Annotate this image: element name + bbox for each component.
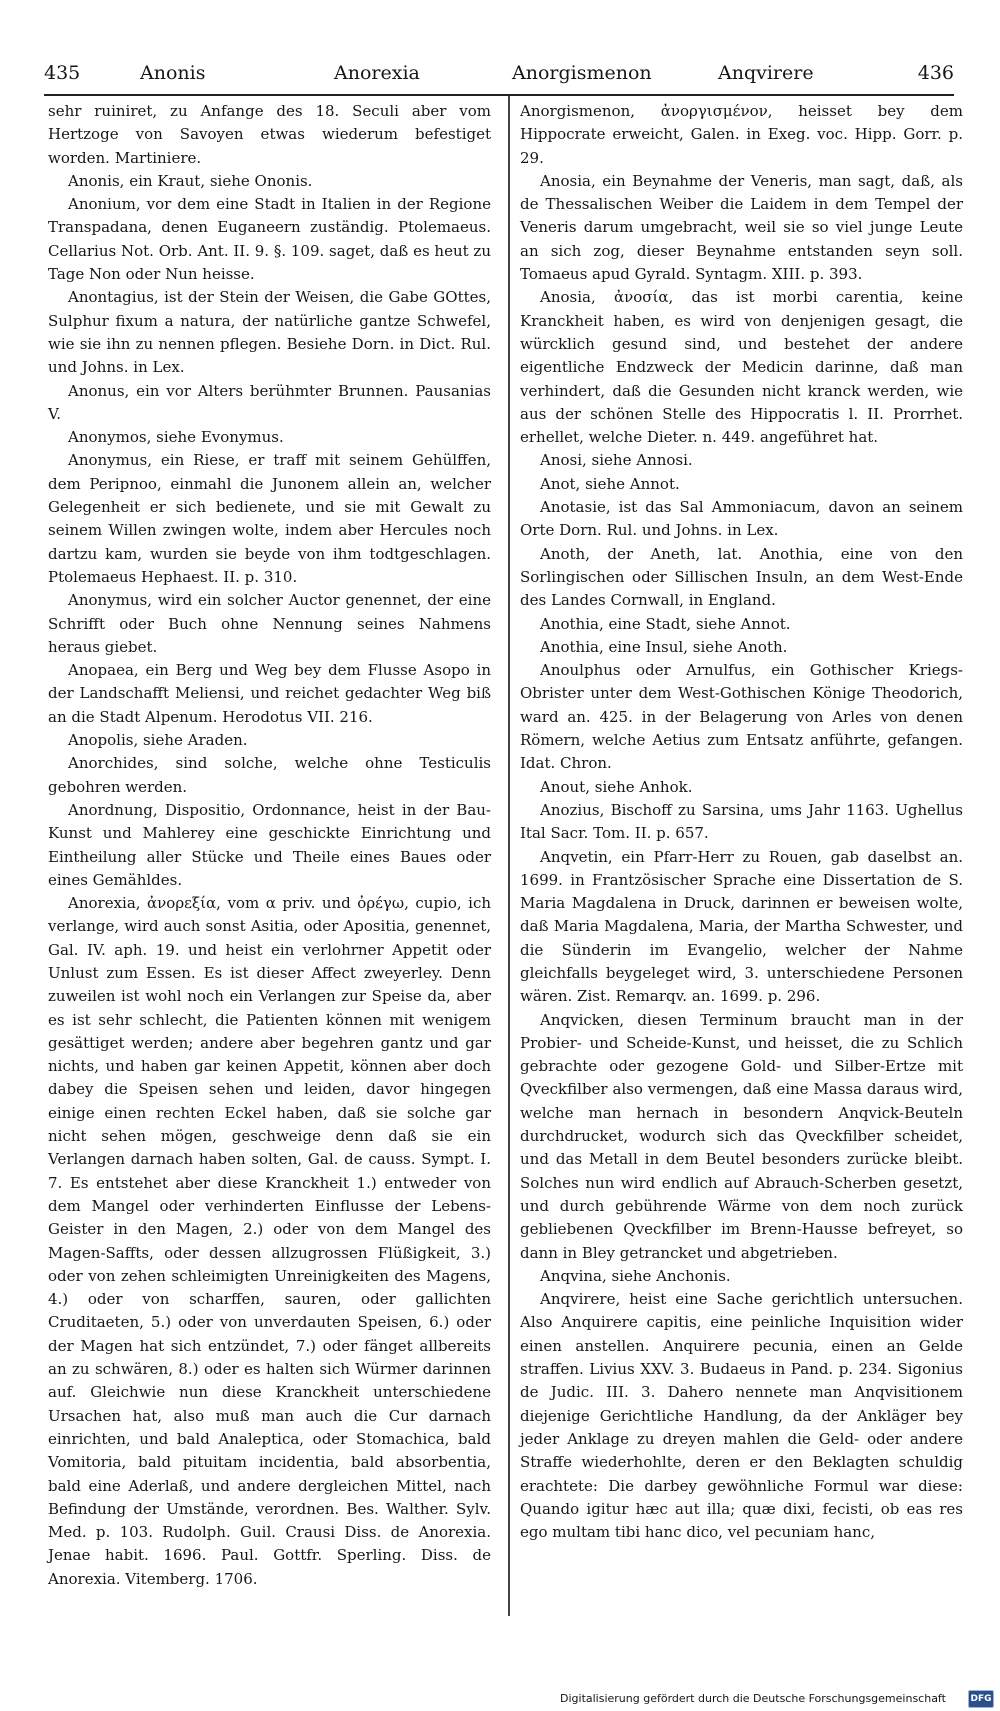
dictionary-entry: Anorgismenon, ἀνοργισμένον, heisset bey dem Hippocrate erweicht, Galen. in Exeg. voc. Hipp. Gorr. p. 29. [520,102,963,167]
running-head-left-2: Anorexia [334,62,420,84]
dictionary-entry: Anotasie, ist das Sal Ammoniacum, davon an seinem Orte Dorn. Rul. und Johns. in Lex. [520,498,963,540]
dictionary-entry: Anorchides, sind solche, welche ohne Testiculis gebohren werden. [48,754,491,796]
dictionary-entry: Anosia, ein Beynahme der Veneris, man sagt, daß, als de Thessalischen Weiber die Laidem in dem Tempel der Veneris darum umgebracht, weil sie so viel junge Leute an sich zog, dieser Beynahme entstanden seyn soll. Tomaeus apud Gyrald. Syntagm. XIII. p. 393. [520,171,963,284]
dictionary-entry: Anordnung, Dispositio, Ordonnance, heist in der Bau-Kunst und Mahlerey eine geschickte Einrichtung und Eintheilung aller Stücke und Theile eines Baues oder eines Gemähldes. [48,800,491,889]
page-number-right: 436 [917,62,954,84]
running-head-left-1: Anonis [140,62,206,84]
dictionary-entry: Anqvina, siehe Anchonis. [540,1266,731,1285]
dictionary-entry: Anosia, ἀνοσία, das ist morbi carentia, keine Kranckheit haben, es wird von denjenigen gesagt, die würcklich gesund sind, und bestehet der andere eigentliche Endzweck der Medicin darinne, daß man verhindert, daß die Gesunden nicht kranck werden, wie aus der schönen Stelle des Hippocratis l. II. Prorrhet. erhellet, welche Dieter. n. 449. angeführet hat. [520,288,963,447]
left-column [48,100,491,1591]
right-column [520,100,963,1544]
dictionary-entry: Anothia, eine Insul, siehe Anoth. [540,637,788,656]
dictionary-entry: Anqvicken, diesen Terminum braucht man in der Probier- und Scheide-Kunst, und heisset, die zu Schlich gebrachte oder gezogene Gold- und Silber-Ertze mit Qveckfilber also vermengen, daß eine Massa daraus wird, welche man hernach in besondern Anqvick-Beuteln durchdrucket, wodurch sich das Qveckfilber scheidet, und das Metall in dem Beutel besonders zurücke bleibt. Solches nun wird endlich auf Abrauch-Scherben gesetzt, und durch gebührende Wärme von dem noch zurück gebliebenen Qveckfilber im Brenn-Hausse befreyet, so dann in Bley getrancket und abgetrieben. [520,1010,963,1262]
dictionary-entry: Anqvirere, heist eine Sache gerichtlich untersuchen. Also Anquirere capitis, eine peinliche Inquisition wider einen anstellen. Anquirere pecunia, einen an Gelde straffen. Livius XXV. 3. Budaeus in Pand. p. 234. Sigonius de Judic. III. 3. Dahero nennete man Anqvisitionem diejenige Gerichtliche Handlung, da der Ankläger bey jeder Anklage zu dreyen mahlen die Geld- oder andere Straffe wiederhohlte, deren er den Beklagten schuldig erachtete: Die darbey gewöhnliche Formul war diese: Quando igitur hæc aut illa; quæ dixi, fecisti, ob eas res ego multam tibi hanc dico, vel pecuniam hanc, [520,1290,963,1542]
dictionary-entry: Anothia, eine Stadt, siehe Annot. [540,614,791,633]
dfg-logo: DFG [968,1690,994,1708]
running-head-right-2: Anqvirere [718,62,814,84]
dictionary-entry: Anonus, ein vor Alters berühmter Brunnen. Pausanias V. [48,381,491,423]
dictionary-entry: Anot, siehe Annot. [540,474,680,493]
running-header [44,54,954,96]
dictionary-entry: Anoth, der Aneth, lat. Anothia, eine von den Sorlingischen oder Sillischen Insuln, an dem West-Ende des Landes Cornwall, in England. [520,544,963,610]
dictionary-entry: Anontagius, ist der Stein der Weisen, die Gabe GOttes, Sulphur fixum a natura, der natürliche gantze Schwefel, wie sie ihn zu nennen pflegen. Besiehe Dorn. in Dict. Rul. und Johns. in Lex. [48,288,491,377]
dictionary-entry: Anonymus, wird ein solcher Auctor genennet, der eine Schrifft oder Buch ohne Nennung seines Nahmens heraus giebet. [48,591,491,656]
dictionary-entry: Anonis, ein Kraut, siehe Ononis. [68,171,313,190]
running-head-right-1: Anorgismenon [512,62,652,84]
dictionary-entry: Anonium, vor dem eine Stadt in Italien in der Regione Transpadana, denen Euganeern zuständig. Ptolemaeus. Cellarius Not. Orb. Ant. II. 9. §. 109. saget, daß es heut zu Tage Non oder Nun heisse. [48,195,491,284]
dictionary-entry: Anopaea, ein Berg und Weg bey dem Flusse Asopo in der Landschafft Meliensi, und reichet gedachter Weg biß an die Stadt Alpenum. Herodotus VII. 216. [48,661,491,726]
dictionary-entry: Anozius, Bischoff zu Sarsina, ums Jahr 1163. Ughellus Ital Sacr. Tom. II. p. 657. [520,800,963,843]
footer [560,1688,1000,1710]
dictionary-entry: Anonymos, siehe Evonymus. [68,428,284,447]
dictionary-entry: Anoulphus oder Arnulfus, ein Gothischer Kriegs-Obrister unter dem West-Gothischen Könige Theodorich, ward an. 425. in der Belagerung von Arles von denen Römern, welche Aetius zum Entsatz anführte, gefangen. Idat. Chron. [520,661,963,773]
dictionary-entry: sehr ruiniret, zu Anfange des 18. Seculi aber vom Hertzoge von Savoyen etwas wiederum befestiget worden. Martiniere. [48,102,491,167]
page-number-left: 435 [44,62,81,84]
dictionary-entry: Anorexia, ἀνορεξία, vom α priv. und ὀρέγω, cupio, ich verlange, wird auch sonst Asitia, oder Apositia, genennet, Gal. IV. aph. 19. und heist ein verlohrner Appetit oder Unlust zum Essen. Es ist dieser Affect zweyerley. Denn zuweilen ist wohl noch ein Verlangen zur Speise da, aber es ist sehr schlecht, die Patienten können mit wenigem gesättiget werden; andere aber begehren gantz und gar nichts, und haben gar keinen Appetit, können aber doch dabey die Speisen sehen und leiden, davor hingegen einige einen rechten Eckel haben, daß sie solche gar nicht sehen mögen, geschweige denn daß sie ein Verlangen darnach haben solten, Gal. de causs. Sympt. I. 7. Es entstehet aber diese Kranckheit 1.) entweder von dem Mangel oder verhinderten Einflusse der Lebens-Geister in den Magen, 2.) oder von dem Mangel des Magen-Saffts, oder dessen allzugrossen Flüßigkeit, 3.) oder von zehen schleimigten Unreinigkeiten des Magens, 4.) oder von scharffen, sauren, oder gallichten Cruditaeten, 5.) oder von unverdauten Speisen, 6.) oder der Magen hat sich entzündet, 7.) oder fänget allbereits an zu schwären, 8.) oder es halten sich Würmer darinnen auf. Gleichwie nun diese Kranckheit unterschiedene Ursachen hat, also muß man auch die Cur darnach einrichten, und bald Analeptica, oder Stomachica, bald Vomitoria, bald pituitam incidentia, bald absorbentia, bald eine Aderlaß, und andere dergleichen Mittel, nach Befindung der Umstände, verordnen. Bes. Walther. Sylv. Med. p. 103. Rudolph. Guil. Crausi Diss. de Anorexia. Jenae habit. 1696. Paul. Gottfr. Sperling. Diss. de Anorexia. Vitemberg. 1706. [48,894,491,1588]
digitization-credit: Digitalisierung gefördert durch die Deutsche Forschungsgemeinschaft [560,1692,946,1705]
dictionary-entry: Anopolis, siehe Araden. [68,731,248,750]
dictionary-entry: Anqvetin, ein Pfarr-Herr zu Rouen, gab daselbst an. 1699. in Frantzösischer Sprache eine Dissertation de S. Maria Magdalena in Druck, darinnen er beweisen wolte, daß Maria Magdalena, Maria, der Martha Schwester, und die Sünderin im Evangelio, welcher der Nahme gleichfalls beygeleget wird, 3. unterschiedene Personen wären. Zist. Remarqv. an. 1699. p. 296. [520,847,963,1006]
column-divider [508,96,510,1616]
dictionary-entry: Anosi, siehe Annosi. [540,451,693,470]
dictionary-entry: Anout, siehe Anhok. [540,777,693,796]
dictionary-entry: Anonymus, ein Riese, er traff mit seinem Gehülffen, dem Peripnoo, einmahl die Junonem allein an, welcher Gelegenheit er sich bedienete, und sie mit Gewalt zu seinem Willen zwingen wolte, indem aber Hercules noch dartzu kam, wurden sie beyde von ihm todtgeschlagen. Ptolemaeus Hephaest. II. p. 310. [48,451,491,586]
